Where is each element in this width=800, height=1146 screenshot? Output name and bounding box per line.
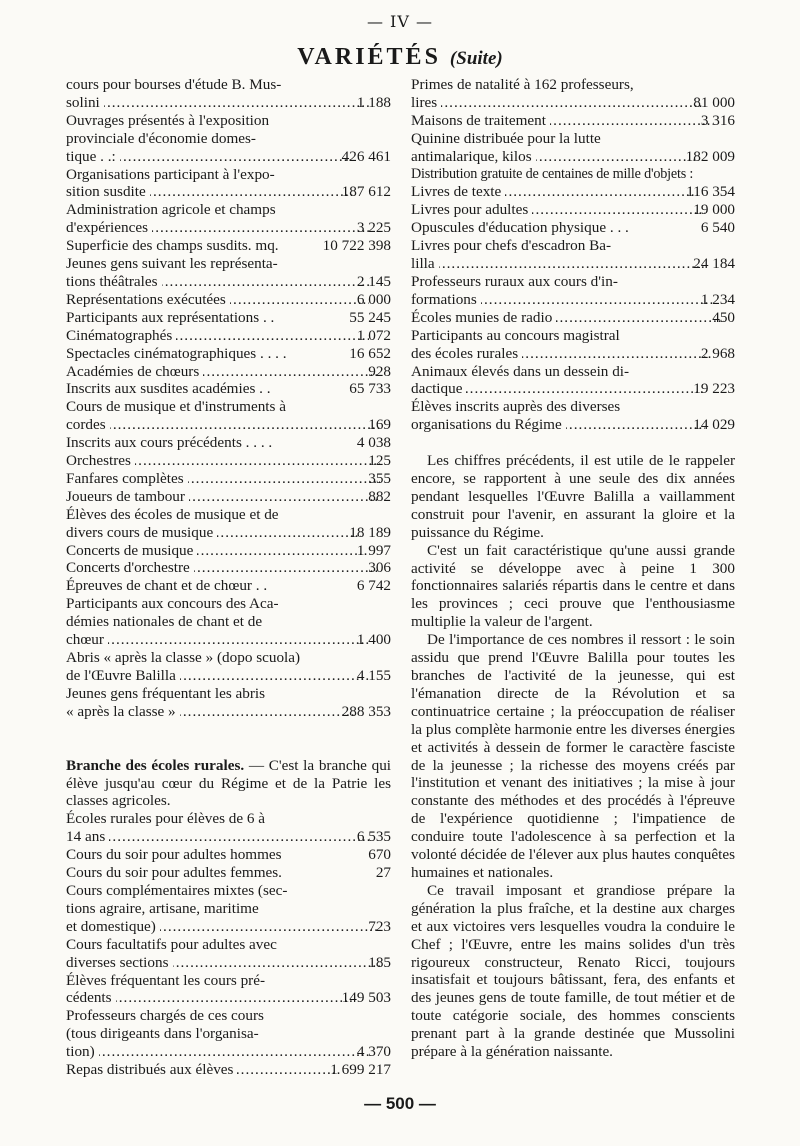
leader-dots [116, 989, 354, 1007]
stat-value: 450 [712, 308, 735, 326]
stat-entry [66, 559, 391, 577]
stat-line [66, 523, 391, 542]
stat-entry [411, 219, 735, 237]
stat-label: Inscrits aux susdites académies . . [66, 380, 271, 398]
stat-value: 4 370 [356, 1043, 391, 1061]
stat-line: Professeurs ruraux aux cours d'in- [411, 272, 618, 290]
right-stat-list [411, 76, 735, 434]
leader-dots [556, 309, 724, 327]
stat-entry [411, 398, 735, 434]
stat-value: 55 245 [349, 308, 391, 326]
stat-value: 1 188 [356, 93, 391, 111]
stat-value: 19 000 [693, 201, 735, 219]
stat-value: 125 [368, 452, 391, 470]
stat-line: Élèves inscrits auprès des diverses [411, 398, 621, 416]
paragraph: C'est un fait caractéristique qu'une aussi grande activité se développe avec à peine 1 300 fonctionnaires salariés répartis dans le centre et dans les provinces ; ceci prouve que l'enthousiasme multiplie la valeur de l'argent. [411, 541, 735, 631]
stat-entry [66, 595, 391, 649]
stat-line: Administration agricole et champs [66, 201, 276, 219]
stat-label: Livres de texte [411, 183, 502, 201]
roman-page-number: — IV — [366, 12, 434, 31]
leader-dots [536, 148, 698, 166]
stat-value: 81 000 [693, 93, 735, 111]
stat-value: 19 223 [693, 380, 735, 398]
stat-line [66, 237, 391, 255]
stat-label: « après la classe » [66, 702, 176, 720]
stat-label: cédents [66, 989, 112, 1007]
stat-label: Opuscules d'éducation physique . . . [411, 219, 629, 237]
stat-value: 1 699 217 [330, 1061, 391, 1079]
stat-line [66, 362, 391, 381]
stat-line [66, 452, 391, 470]
leader-dots [189, 488, 380, 506]
leader-dots [550, 112, 713, 130]
stat-entry [66, 255, 391, 291]
section-rural-schools [66, 757, 391, 811]
stat-label: organisations du Régime [411, 416, 562, 434]
leader-dots [104, 94, 369, 112]
stat-entry [66, 363, 391, 381]
leader-dots [152, 219, 369, 237]
left-stat-list [66, 76, 391, 721]
paragraph: Ce travail imposant et grandiose prépare la génération la plus fraîche, et la destine aux charges et aux victoires vers lesquelles voudra la conduire le Chef ; l'Œuvre, entre les mains solides d'un très rigoureux constructeur, Renato Ricci, toujours insatisfait et toujours bâtissant, fera, des enfants et des jeunes gens de toute famille, de tout métier et de toute catégorie sociale, des hommes conscients prenant part à la grande destinée que Mussolini prépare à la génération naissante. [411, 881, 735, 1061]
stat-value: 2 968 [700, 344, 735, 362]
stat-label: d'expériences [66, 219, 149, 237]
stat-label: 14 ans [66, 828, 106, 846]
stat-label: Écoles munies de radio [411, 308, 553, 326]
stat-entry [411, 309, 735, 327]
leader-dots [566, 416, 706, 434]
stat-entry [66, 1007, 391, 1061]
stat-label: antimalarique, kilos [411, 147, 532, 165]
leader-dots [439, 255, 706, 273]
stat-line [66, 666, 391, 685]
stat-value: 149 503 [341, 989, 391, 1007]
stat-line [411, 290, 735, 309]
stat-line [411, 380, 735, 398]
stat-value: 2 145 [356, 272, 391, 290]
stat-value: 14 029 [693, 416, 735, 434]
stat-line [66, 989, 391, 1007]
leader-dots [176, 327, 369, 345]
stat-value: 723 [368, 917, 391, 935]
stat-value: 182 009 [685, 147, 735, 165]
leader-dots [441, 94, 705, 112]
stat-label: cordes [66, 416, 106, 434]
stat-entry [66, 882, 391, 936]
stat-value: 6 540 [700, 219, 735, 237]
stat-entry [66, 506, 391, 542]
stat-entry [66, 237, 391, 255]
stat-line: Cours de musique et d'instruments à [66, 398, 286, 416]
stat-entry [411, 183, 735, 201]
section-title: Branche des écoles rurales. [66, 756, 245, 774]
stat-label: Épreuves de chant et de chœur . . [66, 577, 268, 595]
stat-line: cours pour bourses d'étude B. Mus- [66, 76, 282, 93]
stat-line: Quinine distribuée pour la lutte [411, 129, 601, 147]
stat-line: Abris « après la classe » (dopo scuola) [66, 649, 301, 666]
stat-value: 3 225 [356, 219, 391, 237]
stat-label: Cours du soir pour adultes hommes [66, 846, 282, 864]
leader-dots [217, 524, 361, 542]
stat-line: démies nationales de chant et de [66, 613, 263, 631]
leader-dots [194, 559, 380, 577]
leader-dots [109, 828, 369, 846]
leader-dots [230, 291, 369, 309]
stat-line: (tous dirigeants dans l'organisa- [66, 1025, 259, 1043]
stat-line [66, 183, 391, 201]
stat-value: 10 722 398 [322, 237, 391, 255]
stat-line [66, 487, 391, 506]
stat-label: Joueurs de tambour [66, 487, 185, 505]
stat-line [66, 344, 391, 363]
leader-dots [173, 954, 381, 972]
stat-label: Spectacles cinématographiques . . . . [66, 344, 287, 362]
leader-dots [120, 148, 354, 166]
stat-value: 882 [368, 487, 391, 505]
stat-value: 185 [368, 953, 391, 971]
stat-entry [66, 936, 391, 972]
stat-label: tions théâtrales [66, 272, 158, 290]
stat-value: 169 [368, 416, 391, 434]
stat-line: Animaux élevés dans un dessein di- [411, 362, 630, 380]
stat-entry [411, 327, 735, 363]
stat-value: 187 612 [341, 183, 391, 201]
stat-label: solini [66, 93, 100, 111]
page-number: — 500 — [364, 1094, 436, 1113]
leader-dots [108, 631, 369, 649]
stat-entry [411, 112, 735, 130]
stat-value: 928 [368, 362, 391, 380]
leader-dots [203, 363, 380, 381]
stat-value: 18 189 [349, 523, 391, 541]
stat-line [66, 147, 391, 166]
stat-label: dactique [411, 380, 463, 398]
stat-value: 4 038 [356, 434, 391, 452]
stat-value: 426 461 [341, 147, 391, 165]
leader-dots [237, 1061, 342, 1079]
stat-label: tique . .: [66, 147, 116, 165]
stat-entry [66, 452, 391, 470]
stat-line: Cours du soir pour adultes femmes. 27 [66, 864, 391, 882]
stat-entry [66, 810, 391, 846]
stat-entry [66, 309, 391, 327]
stat-line [66, 380, 391, 398]
stat-entry [66, 577, 391, 595]
stat-entry [66, 201, 391, 237]
stat-label: Concerts de musique [66, 541, 194, 559]
stat-value: 355 [368, 469, 391, 487]
stat-entry [411, 273, 735, 309]
stat-line [66, 702, 391, 721]
stat-line: Cours facultatifs pour adultes avec [66, 935, 277, 953]
stat-label: tion) [66, 1043, 95, 1061]
stat-line [66, 434, 391, 452]
right-column [411, 76, 735, 1061]
leader-dots [99, 1043, 369, 1061]
stat-value: 3 316 [700, 111, 735, 129]
stat-line [411, 183, 735, 201]
stat-entry [66, 649, 391, 685]
stat-line [66, 308, 391, 327]
stat-value: 4 155 [356, 666, 391, 684]
stat-line: Distribution gratuite de centaines de mille d'objets : [411, 165, 694, 182]
stat-label: formations [411, 290, 477, 308]
stat-value: 1 072 [356, 326, 391, 344]
stat-entry [411, 76, 735, 112]
stat-label: Inscrits aux cours précédents . . . . [66, 434, 273, 452]
stat-entry [66, 1061, 391, 1079]
paragraph: Les chiffres précédents, il est utile de le rappeler encore, se rapportent à une seule des dix années pendant lesquelles l'Œuvre Balilla a vaillamment construit pour l'avenir, en assurant la gloire et la puissance du Régime. [411, 452, 735, 541]
stat-value: 1 400 [356, 631, 391, 649]
stat-value: 288 353 [341, 702, 391, 720]
stat-entry [66, 470, 391, 488]
stat-label: diverses sections [66, 953, 169, 971]
stat-line: tions agraire, artisane, maritime [66, 899, 259, 917]
stat-value: 65 733 [349, 380, 391, 398]
stat-label: de l'Œuvre Balilla [66, 666, 176, 684]
stat-label: Concerts d'orchestre [66, 559, 190, 577]
stat-label: chœur [66, 631, 104, 649]
stat-entry [66, 76, 391, 112]
stat-entry [66, 488, 391, 506]
stat-label: Repas distribués aux élèves [66, 1061, 234, 1079]
stat-value: 6 535 [356, 828, 391, 846]
stat-label: Participants aux représentations . . [66, 308, 275, 326]
stat-line [66, 577, 391, 595]
stat-line: provinciale d'économie domes- [66, 129, 256, 147]
stat-line: Jeunes gens fréquentant les abris [66, 684, 266, 702]
leader-dots [505, 183, 698, 201]
stat-entry [66, 434, 391, 452]
stat-label: Maisons de traitement [411, 111, 546, 129]
stat-entry [411, 130, 735, 166]
leader-dots [481, 291, 713, 309]
stat-value: 16 652 [349, 344, 391, 362]
stat-line [66, 290, 391, 309]
stat-label: Superficie des champs susdits. mq. [66, 237, 279, 255]
stat-line: Élèves fréquentant les cours pré- [66, 971, 266, 989]
leader-dots [110, 416, 381, 434]
stat-entry [66, 380, 391, 398]
stat-line [411, 344, 735, 363]
stat-line [66, 631, 391, 649]
stat-entry [411, 201, 735, 219]
stat-line [411, 219, 735, 237]
leader-dots [522, 345, 713, 363]
stat-line [66, 953, 391, 972]
stat-line [66, 469, 391, 488]
stat-entry [66, 166, 391, 202]
stat-line: Organisations participant à l'expo- [66, 165, 275, 183]
leader-dots [135, 452, 380, 470]
stat-label: Fanfares complètes [66, 469, 184, 487]
stat-line [411, 201, 735, 219]
stat-line: Professeurs chargés de ces cours [66, 1007, 264, 1025]
left-column [66, 76, 391, 1079]
leader-dots [160, 918, 380, 936]
stat-entry [66, 685, 391, 721]
title-main: VARIÉTÉS [297, 44, 441, 70]
stat-value: 1 997 [356, 541, 391, 559]
stat-line [411, 416, 735, 434]
stat-label: Académies de chœurs [66, 362, 200, 380]
stat-label: Cinématographés [66, 326, 173, 344]
stat-entry [66, 972, 391, 1008]
page-title [0, 44, 800, 71]
stat-line: Ouvrages présentés à l'exposition [66, 111, 270, 129]
stat-line [66, 846, 391, 864]
stat-entry [411, 237, 735, 273]
stat-line [66, 541, 391, 560]
stat-label: Orchestres [66, 452, 131, 470]
rural-stat-list [66, 810, 391, 1079]
leader-dots [180, 667, 369, 685]
stat-line [66, 1061, 391, 1079]
leader-dots [180, 703, 354, 721]
stat-line [66, 416, 391, 434]
stat-value: 306 [368, 559, 391, 577]
leader-dots [162, 273, 369, 291]
stat-line [66, 917, 391, 936]
stat-value: 116 354 [686, 183, 735, 201]
stat-line: Participants aux concours des Aca- [66, 595, 279, 613]
stat-line [411, 93, 735, 112]
stat-line: Écoles rurales pour élèves de 6 à [66, 810, 266, 828]
stat-value: 6 000 [356, 290, 391, 308]
stat-value: 1 234 [700, 290, 735, 308]
stat-line [66, 828, 391, 846]
stat-value: 6 742 [356, 577, 391, 595]
stat-line: Livres pour chefs d'escadron Ba- [411, 237, 612, 255]
stat-label: divers cours de musique [66, 523, 214, 541]
stat-line [411, 147, 735, 166]
stat-value: 670 [368, 846, 391, 864]
stat-entry [66, 291, 391, 309]
section-text: — C'est la branche qui élève jusqu'au cœur du Régime et de la Patrie les classes agricoles. [66, 756, 392, 810]
paragraph: De l'importance de ces nombres il ressort : le soin assidu que prend l'Œuvre Balilla pour toutes les branches de l'activité de la jeunesse, qui est l'émanation directe de la Révolution et sa continuatrice certaine ; la préoccupation de réaliser la plus complète harmonie entre les diverses énergies et activités à dessein de former le caractère fasciste de la jeunesse ; la richesse des moyens créés par l'institution et venant des initiatives ; la mise à jour constante des méthodes et des procédés à l'épreuve de l'expérience quotidienne ; l'impatience de conduire toute l'adolescence à sa perfection et la volonté décidée de l'élever aux plus hautes conquêtes humaines et nationales. [411, 631, 735, 881]
stat-label: et domestique) [66, 917, 156, 935]
stat-label: Représentations exécutées [66, 290, 226, 308]
stat-entry [411, 363, 735, 399]
stat-label: Livres pour adultes [411, 201, 529, 219]
stat-entry [66, 864, 391, 882]
stat-line [411, 255, 735, 273]
leader-dots [197, 542, 368, 560]
leader-dots [150, 183, 354, 201]
stat-entry [66, 112, 391, 166]
leader-dots [466, 380, 705, 398]
stat-value: 24 184 [693, 255, 735, 273]
stat-line [66, 1043, 391, 1061]
stat-line: Participants au concours magistral [411, 326, 620, 344]
stat-line: Primes de natalité à 162 professeurs, [411, 76, 634, 93]
stat-entry [66, 846, 391, 864]
stat-entry [411, 166, 735, 184]
leader-dots [188, 470, 381, 488]
leader-dots [532, 201, 705, 219]
title-suite: (Suite) [449, 48, 503, 69]
stat-label: Cours du soir pour adultes femmes. [66, 864, 282, 882]
stat-entry [66, 345, 391, 363]
stat-entry [66, 327, 391, 345]
stat-line: Élèves des écoles de musique et de [66, 505, 279, 523]
stat-entry [66, 398, 391, 434]
stat-line: Cours complémentaires mixtes (sec- [66, 881, 288, 899]
stat-line [66, 272, 391, 291]
stat-line [411, 308, 735, 327]
stat-line: Jeunes gens suivant les représenta- [66, 255, 278, 273]
stat-line [66, 559, 391, 577]
right-prose [411, 452, 735, 1061]
stat-label: des écoles rurales [411, 344, 519, 362]
stat-line [411, 111, 735, 130]
stat-line [66, 219, 391, 237]
stat-label: lilla [411, 255, 435, 273]
stat-entry [66, 542, 391, 560]
stat-label: lires [411, 93, 438, 111]
stat-line [66, 93, 391, 112]
stat-line [66, 326, 391, 345]
stat-label: sition susdite [66, 183, 146, 201]
